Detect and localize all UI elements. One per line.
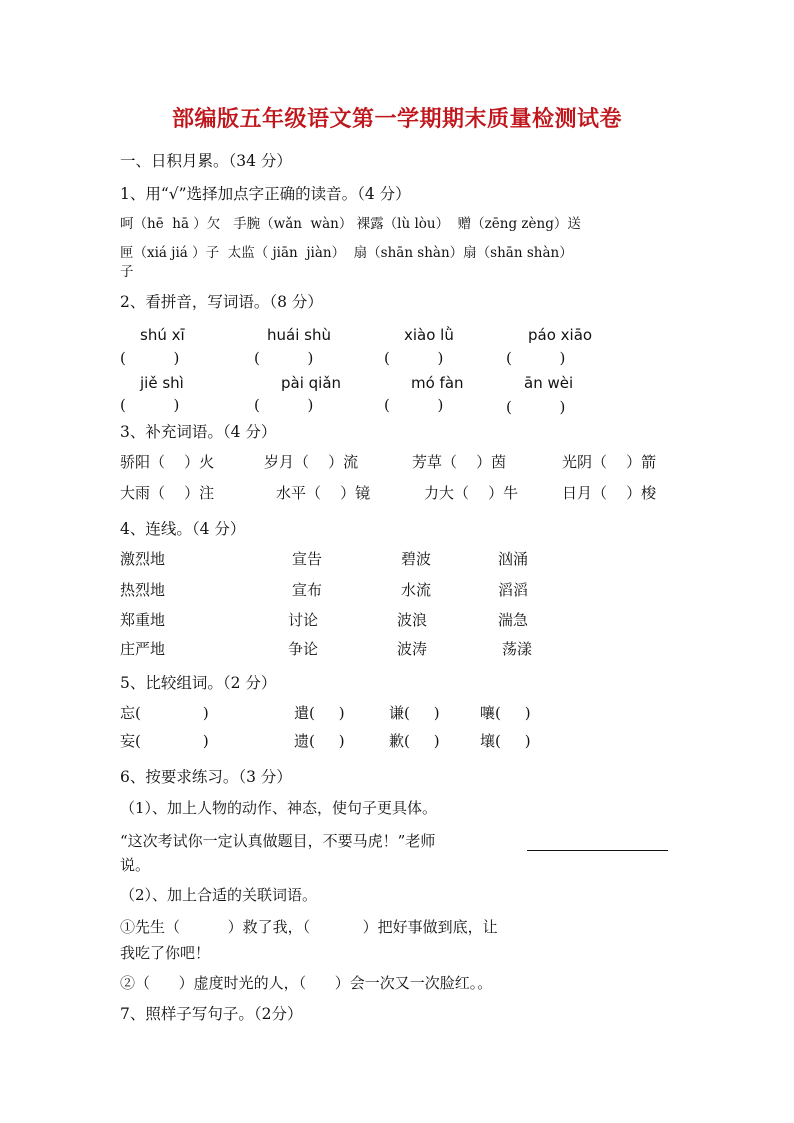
page-title: 部编版五年级语文第一学期期末质量检测试卷 bbox=[171, 107, 622, 132]
idiom-item[interactable]: 水平（ ）镜 bbox=[276, 484, 371, 502]
match-word[interactable]: 汹涌 bbox=[498, 550, 529, 568]
pinyin-item: páo xiāo bbox=[528, 326, 593, 344]
q1-line1: 呵（hē hā ）欠 手腕（wǎn wàn） 裸露（lù lòu） 赠（zēng zèng）送 bbox=[120, 216, 581, 232]
q6-sub2: （2）、加上合适的关联词语。 bbox=[120, 886, 318, 904]
idiom-item[interactable]: 骄阳（ ）火 bbox=[120, 453, 215, 471]
q6-sub1: （1）、加上人物的动作、神态，使句子更具体。 bbox=[120, 799, 438, 817]
match-word[interactable]: 荡漾 bbox=[502, 640, 533, 658]
compare-word[interactable]: 壤( ) bbox=[480, 732, 531, 750]
pinyin-item: shú xī bbox=[140, 326, 185, 344]
compare-word[interactable]: 谦( ) bbox=[389, 704, 440, 722]
answer-blank[interactable]: ( ) bbox=[120, 349, 180, 367]
idiom-item[interactable]: 大雨（ ）注 bbox=[120, 484, 215, 502]
match-word[interactable]: 庄严地 bbox=[120, 640, 166, 658]
answer-blank[interactable]: ( ) bbox=[120, 396, 180, 414]
answer-blank[interactable]: ( ) bbox=[254, 396, 314, 414]
idiom-item[interactable]: 日月（ ）梭 bbox=[562, 484, 657, 502]
match-word[interactable]: 激烈地 bbox=[120, 550, 166, 568]
q2-heading: 2、看拼音，写词语。（8 分） bbox=[120, 293, 323, 311]
q6-sentence1-end: 说。 bbox=[120, 856, 151, 874]
compare-word[interactable]: 妄( ) bbox=[120, 732, 209, 750]
pinyin-item: mó fàn bbox=[411, 374, 464, 392]
q1-line2: 匣（xiá jiá ）子 太监（ jiān jiàn） 扇（shān shàn）扇（shān shàn） bbox=[120, 245, 573, 261]
match-word[interactable]: 宣告 bbox=[292, 550, 323, 568]
answer-blank[interactable]: ( ) bbox=[506, 398, 566, 416]
pinyin-item: xiào lǜ bbox=[404, 326, 454, 344]
q4-heading: 4、连线。（4 分） bbox=[120, 520, 246, 538]
idiom-item[interactable]: 芳草（ ）茵 bbox=[412, 453, 507, 471]
q6-item1[interactable]: ①先生（ ）救了我，（ ）把好事做到底，让 bbox=[120, 918, 498, 936]
compare-word[interactable]: 嚷( ) bbox=[480, 704, 531, 722]
match-word[interactable]: 湍急 bbox=[498, 611, 529, 629]
q1-heading: 1、用“√”选择加点字正确的读音。（4 分） bbox=[120, 185, 411, 203]
answer-blank[interactable]: ( ) bbox=[254, 349, 314, 367]
match-word[interactable]: 滔滔 bbox=[498, 581, 529, 599]
answer-underline[interactable] bbox=[527, 850, 668, 851]
q6-sentence1: “这次考试你一定认真做题目，不要马虎！”老师 bbox=[120, 832, 436, 850]
q3-heading: 3、补充词语。（4 分） bbox=[120, 423, 277, 441]
compare-word[interactable]: 遣( ) bbox=[294, 704, 345, 722]
match-word[interactable]: 热烈地 bbox=[120, 581, 166, 599]
answer-blank[interactable]: ( ) bbox=[506, 349, 566, 367]
idiom-item[interactable]: 光阴（ ）箭 bbox=[562, 453, 657, 471]
pinyin-item: ān wèi bbox=[524, 374, 574, 392]
q5-heading: 5、比较组词。（2 分） bbox=[120, 674, 277, 692]
q1-line3: 子 bbox=[120, 264, 134, 280]
match-word[interactable]: 郑重地 bbox=[120, 611, 166, 629]
pinyin-item: jiě shì bbox=[140, 374, 184, 392]
q6-heading: 6、按要求练习。（3 分） bbox=[120, 768, 292, 786]
answer-blank[interactable]: ( ) bbox=[384, 349, 444, 367]
match-word[interactable]: 碧波 bbox=[401, 550, 432, 568]
match-word[interactable]: 波涛 bbox=[397, 640, 428, 658]
pinyin-item: pài qiǎn bbox=[281, 374, 342, 392]
q6-item2[interactable]: ②（ ）虚度时光的人，（ ）会一次又一次脸红。。 bbox=[120, 974, 493, 992]
idiom-item[interactable]: 岁月（ ）流 bbox=[264, 453, 359, 471]
idiom-item[interactable]: 力大（ ）牛 bbox=[424, 484, 519, 502]
part1-heading: 一、日积月累。（34 分） bbox=[120, 152, 292, 170]
match-word[interactable]: 争论 bbox=[288, 640, 319, 658]
match-word[interactable]: 波浪 bbox=[397, 611, 428, 629]
q6-item1-cont: 我吃了你吧！ bbox=[120, 944, 211, 962]
match-word[interactable]: 水流 bbox=[401, 581, 432, 599]
compare-word[interactable]: 遗( ) bbox=[294, 732, 345, 750]
match-word[interactable]: 讨论 bbox=[288, 611, 319, 629]
compare-word[interactable]: 忘( ) bbox=[120, 704, 209, 722]
answer-blank[interactable]: ( ) bbox=[384, 396, 444, 414]
pinyin-item: huái shù bbox=[267, 326, 331, 344]
q7-heading: 7、照样子写句子。（2分） bbox=[120, 1005, 303, 1023]
compare-word[interactable]: 歉( ) bbox=[389, 732, 440, 750]
match-word[interactable]: 宣布 bbox=[292, 581, 323, 599]
